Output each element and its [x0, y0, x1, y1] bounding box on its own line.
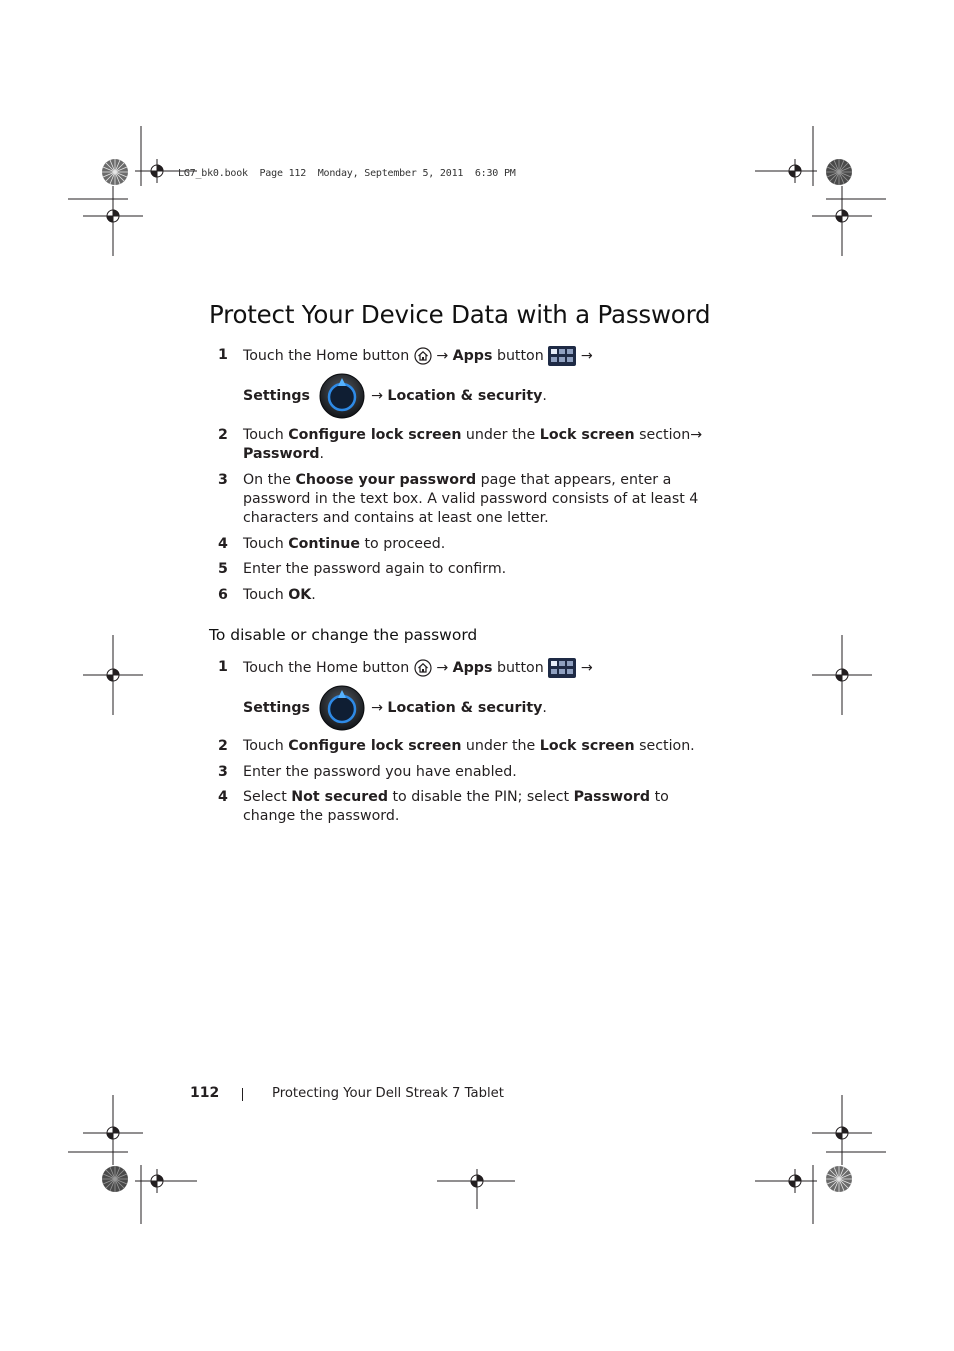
step-number: 4 [218, 789, 228, 805]
step-number: 2 [218, 738, 228, 754]
settings-launcher-icon [318, 684, 366, 732]
step-number: 5 [218, 561, 228, 577]
location-security-label: Location & security [387, 388, 543, 404]
print-slug: LG7_bk0.book Page 112 Monday, September 5, 2011 6:30 PM [178, 168, 516, 179]
apps-grid-icon [548, 658, 576, 678]
step-number: 3 [218, 472, 228, 488]
page-number: 112 [190, 1085, 220, 1101]
step-number: 3 [218, 764, 228, 780]
settings-label: Settings [243, 388, 310, 404]
step-number: 4 [218, 536, 228, 552]
apps-label: Apps [452, 348, 493, 364]
step-text: Touch the Home button [243, 348, 410, 364]
step-number: 6 [218, 587, 228, 603]
footer-divider [242, 1088, 243, 1101]
apps-grid-icon [548, 346, 576, 366]
location-security-label: Location & security [387, 700, 543, 716]
home-icon [414, 659, 432, 677]
step-number: 2 [218, 427, 228, 443]
page-title: Protect Your Device Data with a Password [209, 300, 711, 329]
home-icon [414, 347, 432, 365]
settings-label: Settings [243, 700, 310, 716]
step-number: 1 [218, 659, 228, 675]
step-number: 1 [218, 347, 228, 363]
footer-title: Protecting Your Dell Streak 7 Tablet [272, 1086, 504, 1101]
step-text: Touch the Home button [243, 660, 410, 676]
settings-launcher-icon [318, 372, 366, 420]
section-heading: To disable or change the password [209, 626, 478, 644]
apps-label: Apps [452, 660, 493, 676]
